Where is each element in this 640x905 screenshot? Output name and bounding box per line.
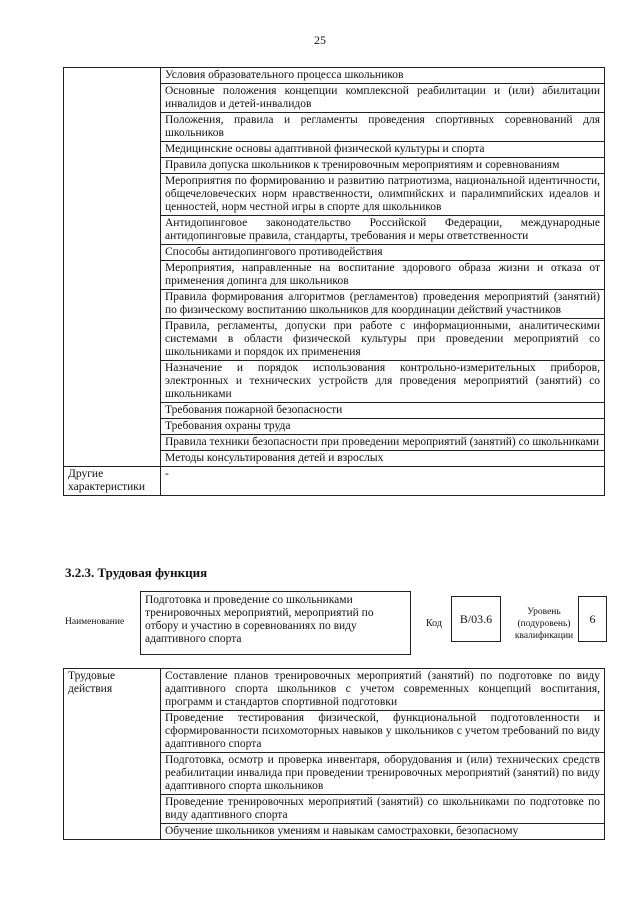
other-characteristics-value: - — [161, 467, 605, 496]
table-cell: Подготовка, осмотр и проверка инвентаря, оборудования и (или) технических средств реабилитации инвалида при проведении тренировочных мероприятий (занятий) по виду адаптивного спорта школьников — [161, 753, 605, 795]
knowledge-table — [63, 67, 605, 496]
table-cell: Правила, регламенты, допуски при работе с информационными, аналитическими системами в области физической культуры при проведении мероприятий со школьниками и порядок их применения — [161, 319, 605, 361]
table-row — [64, 669, 605, 711]
labor-actions-table — [63, 668, 605, 840]
table-row — [64, 68, 605, 84]
code-label: Код — [426, 618, 442, 629]
table-cell: Мероприятия, направленные на воспитание здорового образа жизни и отказа от применения допинга для школьников — [161, 261, 605, 290]
table-row — [64, 467, 605, 496]
name-label: Наименование — [65, 617, 125, 627]
other-characteristics-label: Другие характеристики — [64, 467, 161, 496]
table-cell: Правила допуска школьников к тренировочным мероприятиям и соревнованиям — [161, 158, 605, 174]
function-name: Подготовка и проведение со школьниками тренировочных мероприятий, мероприятий по отбору и участию в соревнованиях по виду адаптивного спорта — [140, 591, 411, 655]
row-group-label — [64, 68, 161, 467]
table-cell: Мероприятия по формированию и развитию патриотизма, национальной идентичности, общечеловеческих норм нравственности, олимпийских и паралимпийских идеалов и ценностей, норм честной игры в спорте для школьников — [161, 174, 605, 216]
table-cell: Назначение и порядок использования контрольно-измерительных приборов, электронных и технических устройств для проведения мероприятий (занятий) со школьниками — [161, 361, 605, 403]
level-label: Уровень (подуровень) квалификации — [514, 607, 574, 641]
function-header — [63, 590, 608, 660]
table-cell: Условия образовательного процесса школьников — [161, 68, 605, 84]
table-cell: Требования пожарной безопасности — [161, 403, 605, 419]
table-cell: Способы антидопингового противодействия — [161, 245, 605, 261]
table-cell: Требования охраны труда — [161, 419, 605, 435]
table-cell: Антидопинговое законодательство Российской Федерации, международные антидопинговые правила, стандарты, требования и меры ответственности — [161, 216, 605, 245]
page-number: 25 — [314, 33, 326, 47]
table-cell: Положения, правила и регламенты проведения спортивных соревнований для школьников — [161, 113, 605, 142]
table-cell: Медицинские основы адаптивной физической культуры и спорта — [161, 142, 605, 158]
code-value: B/03.6 — [451, 596, 501, 642]
table-cell: Основные положения концепции комплексной реабилитации и (или) абилитации инвалидов и детей-инвалидов — [161, 84, 605, 113]
row-group-label: Трудовые действия — [64, 669, 161, 840]
table-cell: Составление планов тренировочных мероприятий (занятий) по подготовке по виду адаптивного спорта школьников с учетом современных концепций воспитания, программ и стандартов спортивной подготовки — [161, 669, 605, 711]
table-cell: Методы консультирования детей и взрослых — [161, 451, 605, 467]
table-cell: Правила техники безопасности при проведении мероприятий (занятий) со школьниками — [161, 435, 605, 451]
table-cell: Правила формирования алгоритмов (регламентов) проведения мероприятий (занятий) по физическому воспитанию школьников для координации действий участников — [161, 290, 605, 319]
table-cell: Проведение тренировочных мероприятий (занятий) со школьниками по подготовке по виду адаптивного спорта — [161, 795, 605, 824]
level-value: 6 — [578, 596, 607, 642]
section-heading: 3.2.3. Трудовая функция — [65, 565, 208, 580]
table-cell: Обучение школьников умениям и навыкам самостраховки, безопасному — [161, 824, 605, 840]
table-cell: Проведение тестирования физической, функциональной подготовленности и сформированности психомоторных навыков у школьников с учетом требований по виду адаптивного спорта — [161, 711, 605, 753]
